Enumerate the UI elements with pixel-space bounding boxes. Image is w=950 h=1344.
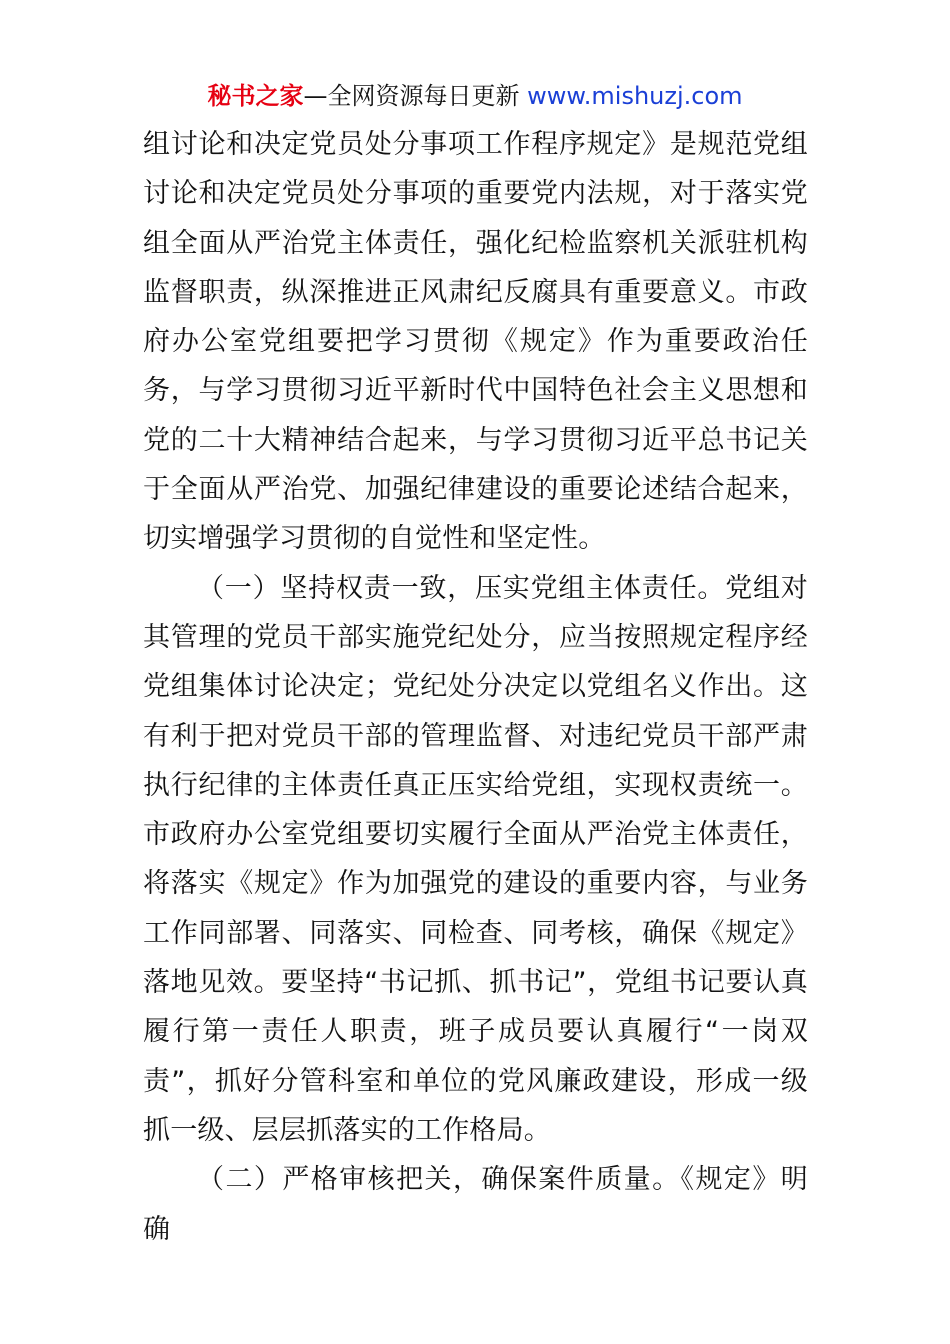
page-header [0,80,950,112]
document-body [143,120,808,1254]
paragraph-continuation: 组讨论和决定党员处分事项工作程序规定》是规范党组讨论和决定党员处分事项的重要党内法规，对于落实党组全面从严治党主体责任，强化纪检监察机关派驻机构监督职责，纵深推进正风肃纪反腐具有重要意义。市政府办公室党组要把学习贯彻《规定》作为重要政治任务，与学习贯彻习近平新时代中国特色社会主义思想和党的二十大精神结合起来，与学习贯彻习近平总书记关于全面从严治党、加强纪律建设的重要论述结合起来，切实增强学习贯彻的自觉性和坚定性。 [143,129,808,555]
header-tagline: —全网资源每日更新 [303,82,520,110]
header-url-link[interactable]: www.mishuzj.com [527,82,743,110]
header-brand: 秘书之家 [207,82,304,110]
paragraph-section-2: （二）严格审核把关，确保案件质量。《规定》明确 [143,1164,808,1245]
paragraph-section-1: （一）坚持权责一致，压实党组主体责任。党组对其管理的党员干部实施党纪处分，应当按照规定程序经党组集体讨论决定；党纪处分决定以党组名义作出。这有利于把对党员干部的管理监督、对违纪党员干部严肃执行纪律的主体责任真正压实给党组，实现权责统一。市政府办公室党组要切实履行全面从严治党主体责任，将落实《规定》作为加强党的建设的重要内容，与业务工作同部署、同落实、同检查、同考核，确保《规定》落地见效。要坚持“书记抓、抓书记”，党组书记要认真履行第一责任人职责，班子成员要认真履行“一岗双责”，抓好分管科室和单位的党风廉政建设，形成一级抓一级、层层抓落实的工作格局。 [143,572,808,1146]
